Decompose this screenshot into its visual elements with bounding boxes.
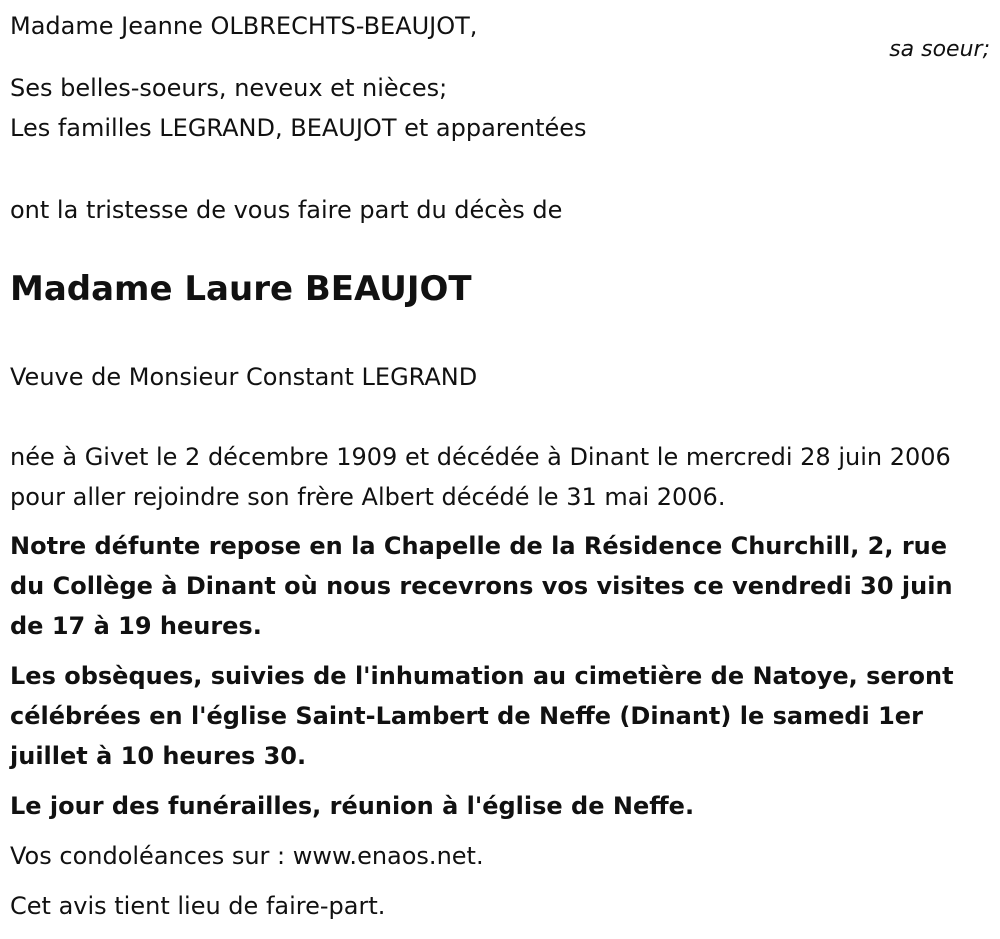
spouse-line: Veuve de Monsieur Constant LEGRAND <box>10 363 478 391</box>
relation-note: sa soeur; <box>889 37 990 62</box>
visitation-paragraph: Notre défunte repose en la Chapelle de la Résidence Churchill, 2, rue du Collège à Dinant où nous recevrons vos visites ce vendredi 30 juin de 17 à 19 heures. <box>10 532 953 640</box>
family-line-1: Ses belles-soeurs, neveux et nièces; <box>10 74 448 102</box>
meeting-paragraph: Le jour des funérailles, réunion à l'église de Neffe. <box>10 792 695 820</box>
funeral-paragraph: Les obsèques, suivies de l'inhumation au cimetière de Natoye, seront célébrées en l'église Saint-Lambert de Neffe (Dinant) le samedi 1er juillet à 10 heures 30. <box>10 662 954 770</box>
notice-line: Cet avis tient lieu de faire-part. <box>10 892 386 920</box>
condolences-line: Vos condoléances sur : www.enaos.net. <box>10 842 484 870</box>
sender-line: Madame Jeanne OLBRECHTS-BEAUJOT, <box>10 12 478 40</box>
birth-death-paragraph: née à Givet le 2 décembre 1909 et décédée à Dinant le mercredi 28 juin 2006 pour aller rejoindre son frère Albert décédé le 31 mai 2006. <box>10 443 951 511</box>
announcement-text: ont la tristesse de vous faire part du décès de <box>10 196 563 224</box>
deceased-name: Madame Laure BEAUJOT <box>10 269 472 309</box>
family-line-2: Les familles LEGRAND, BEAUJOT et apparentées <box>10 114 587 142</box>
